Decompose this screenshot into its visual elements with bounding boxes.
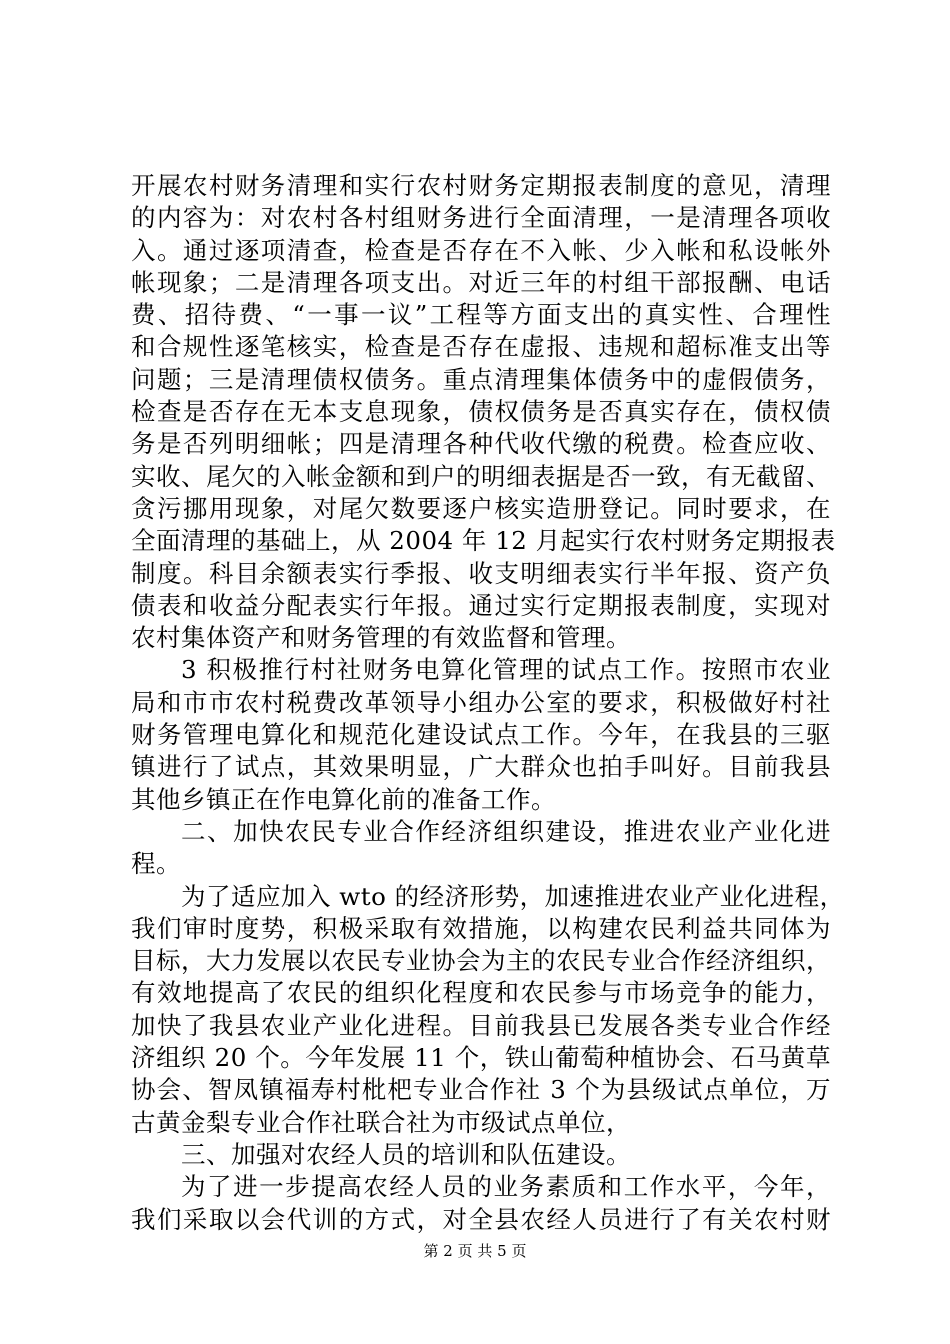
text-line: 加快了我县农业产业化进程。目前我县已发展各类专业合作经 (131, 1010, 831, 1040)
text-line: 农村集体资产和财务管理的有效监督和管理。 (131, 623, 631, 653)
text-line: 开展农村财务清理和实行农村财务定期报表制度的意见，清理 (131, 171, 831, 200)
text-line: 检查是否存在无本支息现象，债权债务是否真实存在，债权债 (131, 397, 831, 427)
text-line: 济组织 20 个。今年发展 11 个，铁山葡萄种植协会、石马黄草 (131, 1043, 831, 1073)
page-footer: 第 2 页 共 5 页 (423, 1242, 527, 1260)
text-line: 的内容为：对农村各村组财务进行全面清理，一是清理各项收 (131, 203, 831, 233)
text-line: 实收、尾欠的入帐金额和到户的明细表据是否一致，有无截留、 (131, 461, 831, 491)
text-line: 制度。科目余额表实行季报、收支明细表实行半年报、资产负 (131, 558, 831, 588)
text-line: 财务管理电算化和规范化建设试点工作。今年，在我县的三驱 (131, 720, 831, 750)
text-line: 帐现象；二是清理各项支出。对近三年的村组干部报酬、电话 (131, 267, 831, 297)
text-line: 全面清理的基础上，从 2004 年 12 月起实行农村财务定期报表 (131, 526, 836, 556)
text-line: 二、加快农民专业合作经济组织建设，推进农业产业化进 (181, 816, 831, 846)
document-body (131, 170, 845, 1236)
text-line: 其他乡镇正在作电算化前的准备工作。 (131, 784, 556, 814)
text-line: 我们采取以会代训的方式，对全县农经人员进行了有关农村财 (131, 1204, 831, 1234)
text-line: 目标，大力发展以农民专业协会为主的农民专业合作经济组织， (131, 946, 831, 976)
text-line: 局和市市农村税费改革领导小组办公室的要求，积极做好村社 (131, 687, 831, 717)
text-line: 和合规性逐笔核实，检查是否存在虚报、违规和超标准支出等 (131, 332, 831, 362)
text-line: 费、招待费、“一事一议”工程等方面支出的真实性、合理性 (131, 300, 831, 330)
text-line: 协会、智凤镇福寿村枇杷专业合作社 3 个为县级试点单位，万 (131, 1075, 831, 1105)
text-line: 三、加强对农经人员的培训和队伍建设。 (181, 1139, 631, 1169)
text-line: 务是否列明细帐；四是清理各种代收代缴的税费。检查应收、 (131, 429, 831, 459)
text-line: 古黄金梨专业合作社联合社为市级试点单位， (131, 1107, 631, 1137)
text-line: 镇进行了试点，其效果明显，广大群众也拍手叫好。目前我县 (131, 752, 831, 782)
text-line: 3 积极推行村社财务电算化管理的试点工作。按照市农业 (181, 655, 831, 685)
text-line: 入。通过逐项清查，检查是否存在不入帐、少入帐和私设帐外 (131, 235, 831, 265)
text-line: 为了适应加入 wto 的经济形势，加速推进农业产业化进程， (181, 881, 845, 911)
text-line: 问题；三是清理债权债务。重点清理集体债务中的虚假债务， (131, 364, 831, 394)
text-line: 程。 (131, 849, 181, 879)
text-line: 有效地提高了农民的组织化程度和农民参与市场竞争的能力， (131, 978, 831, 1008)
text-line: 贪污挪用现象，对尾欠数要逐户核实造册登记。同时要求，在 (131, 493, 831, 523)
text-line: 债表和收益分配表实行年报。通过实行定期报表制度，实现对 (131, 590, 831, 620)
text-line: 为了进一步提高农经人员的业务素质和工作水平，今年， (181, 1172, 831, 1202)
text-line: 我们审时度势，积极采取有效措施，以构建农民利益共同体为 (131, 913, 831, 943)
